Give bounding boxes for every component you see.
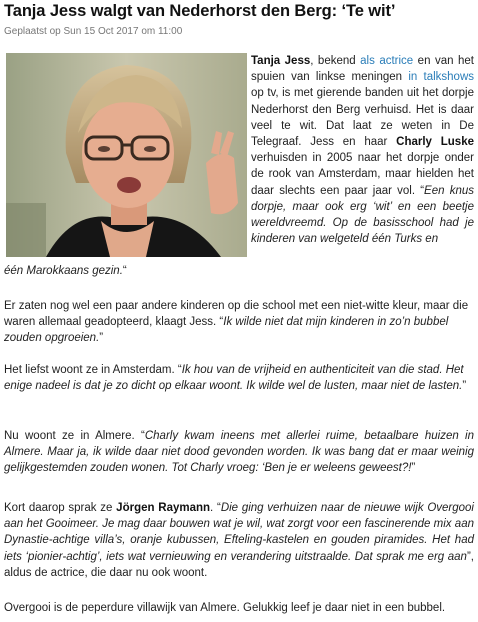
paragraph-3: Het liefst woont ze in Amsterdam. “Ik hou van de vrijheid en authenticiteit van die stad. Het enige nadeel is dat je zo dicht op elkaar woont. Ik wilde wel de lusten, maar niet de lasten.” (4, 364, 467, 393)
paragraph-6: Overgooi is de peperdure villawijk van Almere. Gelukkig leef je daar niet in een bubbel. (4, 602, 446, 614)
person-name-jorgen: Jörgen Raymann (116, 502, 211, 514)
link-in-talkshows[interactable]: in talkshows (408, 71, 474, 84)
link-als-actrice[interactable]: als actrice (360, 55, 414, 67)
intro-quote-continuation: één Marokkaans gezin.“ (4, 265, 127, 277)
portrait-photo (6, 53, 247, 257)
article-photo (6, 53, 247, 257)
article-title[interactable]: Tanja Jess walgt van Nederhorst den Berg: ‘Te wit’ (4, 2, 396, 20)
post-meta: Geplaatst op Sun 15 Oct 2017 om 11:00 (4, 26, 183, 37)
paragraph-2: Er zaten nog wel een paar andere kinderen op die school met een niet-witte kleur, maar die waren allemaal geadopteerd, klaagt Jess. “Ik wilde niet dat mijn kinderen in zo’n bubbel zouden opgroeien.” (4, 300, 469, 345)
person-name-charly: Charly Luske (396, 136, 474, 149)
paragraph-4: Nu woont ze in Almere. “Charly kwam ineens met allerlei ruime, betaalbare huizen in Almere. Maar ja, ik wilde daar niet dood gevonden worden. Ik was bang dat er maar weinig gelijkgestemden zouden wonen. Tot Charly vroeg: ‘Ben je er weleens geweest?!” (4, 430, 474, 475)
intro-paragraph: Tanja Jess, bekend als actrice en van het spuien van linkse meningen in talkshows op tv, is met gierende banden uit het dorpje Nederhorst den Berg verhuisd. Het is daar veel te wit. Dat laat ze weten in De Telegraaf. Jess en haar Charly Luske verhuisden in 2005 naar het dorpje onder de rook van Amsterdam, maar hielden het daar slechts een paar jaar vol. “Een knus dorpje, maar ook erg ‘wit’ en een beetje wereldvreemd. Op de basisschool had je kinderen van welgeteld één Turks en (251, 55, 474, 246)
intro-quote: Een knus dorpje, maar ook erg ‘wit’ en een beetje wereldvreemd. Op de basisschool had je kinderen van welgeteld één Turks en (251, 184, 474, 246)
person-name-tanja: Tanja Jess (251, 55, 311, 67)
paragraph-5: Kort daarop sprak ze Jörgen Raymann. “Die ging verhuizen naar de nieuwe wijk Overgooi aan het Gooimeer. Je mag daar bouwen wat je wil, wat zorgt voor een fascinerende mix aan Dynastie-achtige villa’s, oranje kubussen, Efteling-kastelen en gouden piramides. Het had iets ‘pionier-achtig’, iets wat vernieuwing en verandering uitstraalde. Dat sprak me erg aan”, aldus de actrice, die daar nu ook woont. (4, 502, 474, 579)
